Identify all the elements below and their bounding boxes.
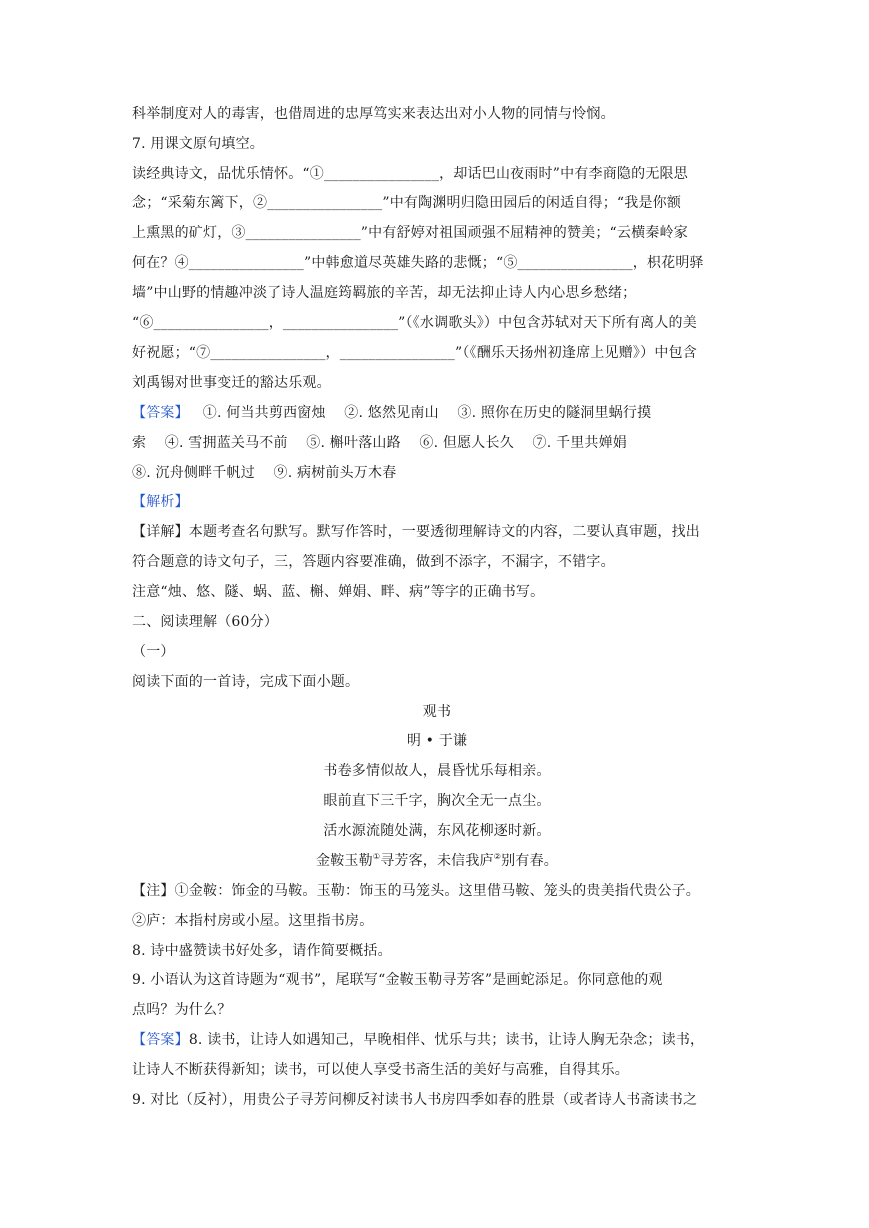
note-line: 【注】①金鞍：饰金的马鞍。玉勒：饰玉的马笼头。这里借马鞍、笼头的贵美指代贵公子。: [132, 883, 700, 899]
text-line: 墙”中山野的情趣冲淡了诗人温庭筠羁旅的辛苦，却无法抑止诗人内心思乡愁绪；: [132, 285, 637, 301]
poem-line: 眼前直下三千字，胸次全无一点尘。: [323, 793, 551, 809]
question-7-heading: 7. 用课文原句填空。: [132, 136, 265, 152]
text-line: 阅读下面的一首诗，完成下面小题。: [132, 674, 360, 690]
answer-text: ①. 何当共剪西窗烛 ②. 悠然见南山 ③. 照你在历史的隧洞里蜗行摸: [188, 405, 652, 421]
answer-text: 8. 读书，让诗人如遇知己，早晚相伴、忧乐与共；读书，让诗人胸无杂念；读书，: [188, 1032, 705, 1048]
question-9: 9. 小语认为这首诗题为“观书”，尾联写“金鞍玉勒寻芳客”是画蛇添足。你同意他的观: [132, 972, 663, 988]
question-9-cont: 点吗？为什么？: [132, 1002, 232, 1018]
poem-line: 活水源流随处满，东风花柳逐时新。: [323, 823, 551, 839]
answer-line: 索 ④. 雪拥蓝关马不前 ⑤. 槲叶落山路 ⑥. 但愿人长久 ⑦. 千里共婵娟: [132, 435, 628, 451]
answer-line: [132, 1030, 742, 1050]
text-line: 何在？④________________”中韩愈道尽英雄失路的悲慨；“⑤________________，枳花明驿: [132, 255, 704, 271]
answer-line: 让诗人不断获得新知；读书，可以使人享受书斋生活的美好与高雅，自得其乐。: [132, 1062, 629, 1078]
analysis-label: 【解析】: [132, 494, 189, 510]
answer-line: ⑧. 沉舟侧畔千帆过 ⑨. 病树前头万木春: [132, 465, 397, 481]
text-line: 上熏黑的矿灯，③________________”中有舒婷对祖国顽强不屈精神的赞美；“云横秦岭家: [132, 225, 688, 241]
answer-label: 【答案】: [132, 405, 189, 421]
text-line: 符合题意的诗文句子，三，答题内容要准确，做到不添字，不漏字，不错字。: [132, 554, 615, 570]
question-8: 8. 诗中盛赞读书好处多，请作简要概括。: [132, 943, 392, 959]
answer-line: 9. 对比（反衬），用贵公子寻芳问柳反衬读书人书房四季如春的胜景（或者诗人书斋读书之: [132, 1092, 698, 1108]
poem-text: 金鞍玉勒: [316, 853, 373, 869]
footnote-mark: ②: [493, 852, 502, 861]
section-heading: 二、阅读理解（60分）: [132, 614, 279, 630]
text-line: 注意“烛、悠、隧、蜗、蓝、槲、婵娟、畔、病”等字的正确书写。: [132, 584, 545, 600]
answer-label: 【答案】: [132, 1032, 189, 1048]
text-line: 好祝愿；“⑦________________，________________”（《酬乐天扬州初逢席上见赠》）中包含: [132, 345, 697, 361]
poem-text: 寻芳客，未信我庐: [380, 853, 494, 869]
text-line: 科举制度对人的毒害，也借周进的忠厚笃实来表达出对小人物的同情与怜悯。: [132, 106, 615, 122]
text-line: 念；“采菊东篱下，②________________”中有陶渊明归隐田园后的闲适自得；“我是你额: [132, 195, 682, 211]
text-line: “⑥________________，________________”（《水调歌头》）中包含苏轼对天下所有离人的美: [132, 315, 697, 331]
poem-text: 别有春。: [501, 853, 558, 869]
poem-author: 明 • 于谦: [406, 733, 468, 749]
note-line: ②庐：本指村房或小屋。这里指书房。: [132, 913, 374, 929]
text-line: 刘禹锡对世事变迁的豁达乐观。: [132, 375, 331, 391]
text-line: 【详解】本题考查名句默写。默写作答时，一要透彻理解诗文的内容，二要认真审题，找出: [132, 524, 700, 540]
poem-line: 书卷多情似故人，晨昏忧乐每相亲。: [323, 763, 551, 779]
text-line: 读经典诗文，品忧乐情怀。“①________________，却话巴山夜雨时”中有李商隐的无限思: [132, 166, 688, 182]
subsection-heading: （一）: [132, 644, 175, 660]
poem-line: [132, 851, 742, 871]
footnote-mark: ①: [372, 852, 381, 861]
answer-line: [132, 403, 742, 423]
poem-title: 观书: [422, 704, 452, 720]
